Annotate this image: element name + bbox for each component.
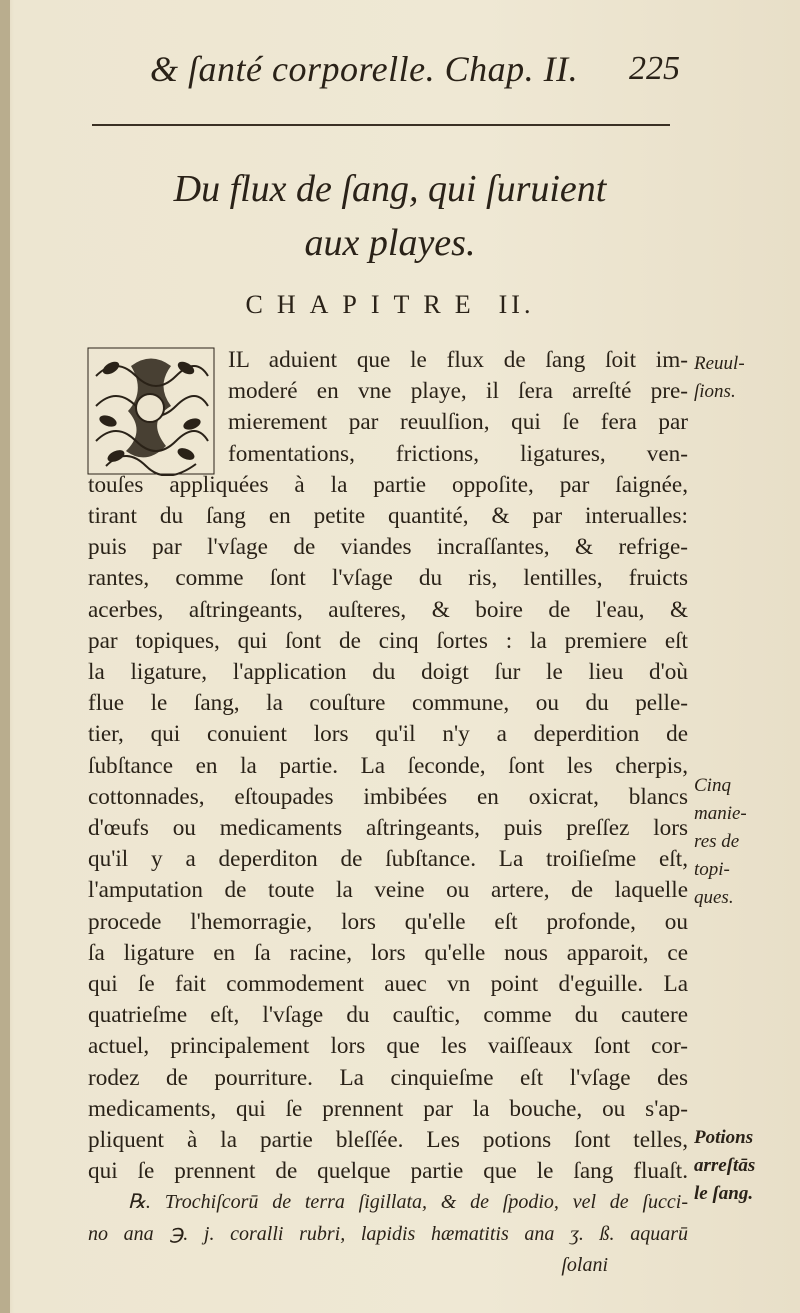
page-number: 225 — [629, 50, 680, 87]
text-line: rodez de pourriture. La cinquieſme eſt l'vſage des — [88, 1064, 688, 1091]
margin-note-line: Reuul- — [694, 353, 745, 374]
text-line: quatrieſme eſt, l'vſage du cauſtic, comme du cautere — [88, 1002, 688, 1029]
margin-note-line: Cinq — [694, 775, 731, 796]
running-header — [150, 48, 690, 98]
margin-note-line: ques. — [694, 887, 734, 908]
text-line: qui ſe fait commodement auec vn point d'eguille. La — [88, 971, 688, 998]
page-gutter — [0, 0, 10, 1313]
text-line: qu'il y a deperditon de ſubſtance. La troiſieſme eſt, — [88, 846, 688, 873]
text-line: medicaments, qui ſe prennent par la bouche, ou s'ap- — [88, 1095, 688, 1122]
text-line: ſubſtance en la partie. La ſeconde, ſont les cherpis, — [88, 752, 688, 779]
formula-line: no ana ℈. j. coralli rubri, lapidis hæmatitis ana ʒ. ß. aquarū — [88, 1222, 688, 1245]
chapter-title — [90, 162, 690, 270]
text-line: moderé en vne playe, il ſera arreſté pre- — [228, 378, 688, 405]
chapter-title-line-2: aux playes. — [304, 222, 476, 264]
margin-note-line: topi- — [694, 859, 730, 880]
text-line: mierement par reuulſion, qui ſe fera par — [228, 409, 688, 436]
margin-note-line: Potions — [694, 1127, 754, 1148]
text-line: cottonnades, eſtoupades imbibées en oxicrat, blancs — [88, 783, 688, 810]
text-line: tirant du ſang en petite quantité, & par interualles: — [88, 503, 688, 530]
chapter-title-line-1: Du flux de ſang, qui ſuruient — [173, 168, 607, 210]
text-line: fomentations, frictions, ligatures, ven- — [228, 440, 688, 467]
formula-line: ℞. Trochiſcorū de terra ſigillata, & de ſpodio, vel de ſucci- — [128, 1191, 688, 1214]
main-text — [88, 345, 688, 1281]
margin-note-line: arreſtās — [694, 1155, 756, 1176]
text-line: l'amputation de toute la veine ou artere, de laquelle — [88, 877, 688, 904]
text-line: d'œufs ou medicaments aſtringeants, puis preſſez lors — [88, 815, 688, 842]
text-line: flue le ſang, la couſture commune, ou du pelle- — [88, 690, 688, 717]
text-line: acerbes, aſtringeants, auſteres, & boire de l'eau, & — [88, 596, 688, 623]
margin-note-line: le ſang. — [694, 1183, 754, 1204]
text-line: qui ſe prennent de quelque partie que le ſang fluaſt. — [88, 1158, 688, 1185]
text-line: la ligature, l'application du doigt ſur le lieu d'où — [88, 659, 688, 686]
text-line: rantes, comme ſont l'vſage du ris, lentilles, fruicts — [88, 565, 688, 592]
text-line: procede l'hemorragie, lors qu'elle eſt profonde, ou — [88, 908, 688, 935]
text-line: pliquent à la partie bleſſée. Les potions ſont telles, — [88, 1127, 688, 1154]
formula-line: ſolani — [561, 1253, 608, 1276]
text-line: tier, qui conuient lors qu'il n'y a deperdition de — [88, 721, 688, 748]
text-line: IL aduient que le flux de ſang ſoit im- — [228, 347, 688, 373]
header-rule — [92, 124, 670, 126]
running-title: & ſanté corporelle. Chap. II. — [150, 49, 579, 89]
text-line: puis par l'vſage de viandes incraſſantes, & refrige- — [88, 534, 688, 561]
margin-note-line: manie- — [694, 803, 747, 824]
margin-note-line: ſions. — [694, 381, 736, 402]
margin-note-reuulsions — [694, 350, 794, 406]
chapter-label: CHAPITRE — [245, 290, 485, 319]
margin-note-potions — [694, 1124, 794, 1208]
chapter-heading — [90, 290, 690, 320]
text-line: par topiques, qui ſont de cinq ſortes : la premiere eſt — [88, 627, 688, 654]
text-line: touſes appliquées à la partie oppoſite, par ſaignée, — [88, 471, 688, 498]
margin-note-cinq-manieres — [694, 772, 794, 912]
text-line: ſa ligature en ſa racine, lors qu'elle nous apparoit, ce — [88, 939, 688, 966]
chapter-number: II. — [498, 290, 535, 319]
margin-note-line: res de — [694, 831, 740, 852]
text-line: actuel, principalement lors que les vaiſſeaux ſont cor- — [88, 1033, 688, 1060]
